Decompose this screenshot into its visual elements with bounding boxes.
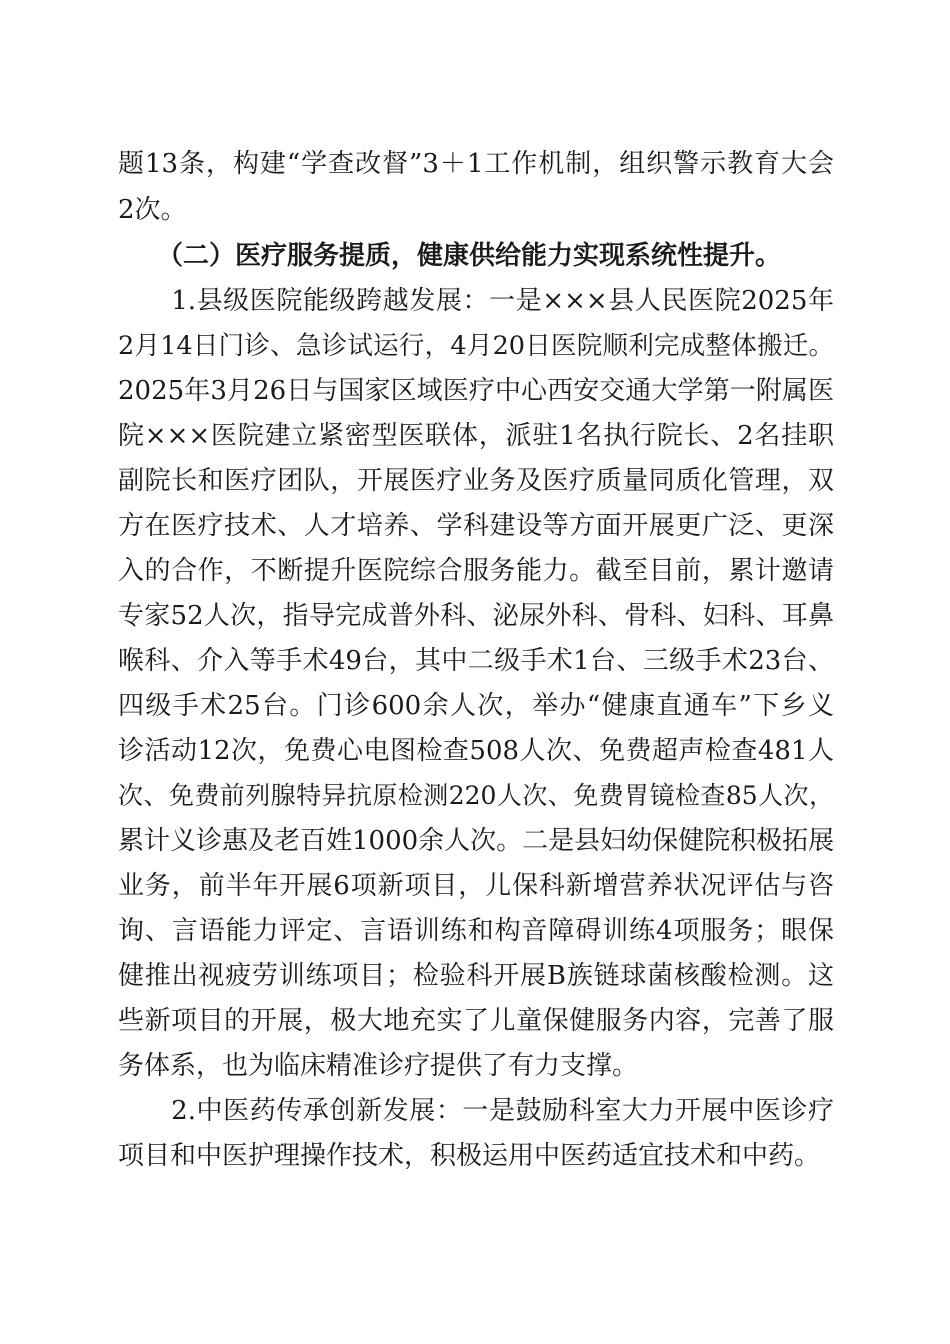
- text-line-11: 专家52人次，指导完成普外科、泌尿外科、骨科、妇科、耳鼻: [118, 601, 834, 631]
- text-line-16: 累计义诊惠及老百姓1000余人次。二是县妇幼保健院积极拓展: [118, 826, 835, 856]
- text-line-5: 2月14日门诊、急诊试运行，4月20日医院顺利完成整体搬迁。: [118, 331, 834, 361]
- text-line-7: 院×××医院建立紧密型医联体，派驻1名执行院长、2名挂职: [118, 421, 834, 451]
- text-line-4: 1.县级医院能级跨越发展：一是×××县人民医院2025年: [118, 286, 834, 316]
- text-line-15: 次、免费前列腺特异抗原检测220人次、免费胃镜检查85人次，: [118, 781, 834, 810]
- text-line-23: 项目和中医护理操作技术，积极运用中医药适宜技术和中药。: [118, 1141, 821, 1171]
- text-line-8: 副院长和医疗团队，开展医疗业务及医疗质量同质化管理，双: [118, 466, 834, 496]
- text-line-17: 业务，前半年开展6项新项目，儿保科新增营养状况评估与咨: [118, 871, 834, 901]
- text-line-14: 诊活动12次，免费心电图检查508人次、免费超声检查481人: [118, 736, 834, 766]
- text-line-12: 喉科、介入等手术49台，其中二级手术1台、三级手术23台、: [118, 646, 834, 676]
- text-line-2: 2次。: [118, 195, 187, 225]
- text-line-1: 题13条，构建“学查改督”3＋1工作机制，组织警示教育大会: [118, 149, 834, 179]
- text-line-9: 方在医疗技术、人才培养、学科建设等方面开展更广泛、更深: [118, 511, 834, 541]
- text-line-20: 些新项目的开展，极大地充实了儿童保健服务内容，完善了服: [118, 1006, 834, 1036]
- text-line-22: 2.中医药传承创新发展：一是鼓励科室大力开展中医诊疗: [118, 1096, 834, 1126]
- text-line-13: 四级手术25台。门诊600余人次，举办“健康直通车”下乡义: [118, 691, 834, 721]
- text-line-19: 健推出视疲劳训练项目；检验科开展B族链球菌核酸检测。这: [118, 961, 834, 991]
- section-heading: （二）医疗服务提质，健康供给能力实现系统性提升。: [118, 241, 782, 271]
- text-line-10: 入的合作，不断提升医院综合服务能力。截至目前，累计邀请: [118, 556, 834, 586]
- text-line-21: 务体系，也为临床精准诊疗提供了有力支撑。: [118, 1051, 639, 1081]
- text-line-6: 2025年3月26日与国家区域医疗中心西安交通大学第一附属医: [118, 376, 834, 406]
- text-line-18: 询、言语能力评定、言语训练和构音障碍训练4项服务；眼保: [118, 916, 834, 946]
